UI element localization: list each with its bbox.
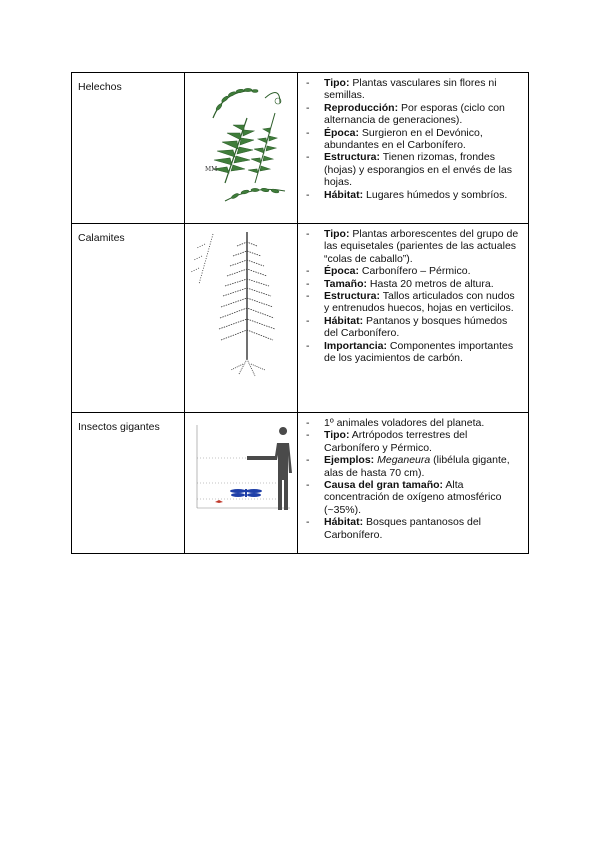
name-cell (72, 73, 185, 224)
bullet-dash: - (306, 290, 310, 303)
property-label: Estructura: (324, 290, 381, 303)
property-text: Tallos articulados con nudos y entrenudos huecos, hojas en verticilos. (324, 290, 515, 315)
bullet-dash: - (306, 77, 310, 89)
row-name: Calamites (78, 232, 125, 244)
property-label: Ejemplos: (324, 454, 375, 467)
property-text: Tienen rizomas, frondes (hojas) y esporangios en el envés de las hojas. (324, 151, 512, 189)
desc-cell (298, 73, 529, 224)
property-text: Carbonífero – Pérmico. (359, 265, 471, 278)
property-item (306, 429, 522, 454)
property-item (306, 340, 522, 365)
name-cell (72, 413, 185, 554)
calamites-illustration (185, 224, 297, 412)
small-insect-icon (215, 500, 223, 503)
prop-list-2 (298, 413, 528, 545)
property-text: Surgieron en el Devónico, abundantes en el Carbonífero. (324, 126, 483, 152)
property-label: Tamaño: (324, 277, 367, 290)
property-text: 1º animales voladores del planeta. (324, 417, 485, 429)
property-item (306, 516, 522, 541)
image-cell (185, 73, 298, 224)
fern-frond-bottom (231, 188, 280, 200)
bullet-dash: - (306, 479, 310, 492)
property-text: (libélula gigante, alas de hasta 70 cm). (324, 454, 510, 479)
property-text: Pantanos y bosques húmedos del Carbonífero. (324, 314, 508, 340)
table-row-helechos (72, 73, 529, 224)
bullet-dash: - (306, 516, 310, 529)
info-table (71, 72, 529, 554)
row-name: Insectos gigantes (78, 421, 160, 433)
fern-caption: MM (205, 166, 218, 173)
bullet-dash: - (306, 126, 310, 139)
property-label: Tipo: (324, 429, 350, 442)
bullet-dash: - (306, 277, 310, 290)
desc-cell (298, 224, 529, 413)
property-label: Causa del gran tamaño: (324, 479, 444, 492)
bullet-dash: - (306, 151, 310, 164)
bullet-dash: - (306, 314, 310, 327)
property-label: Hábitat: (324, 516, 364, 529)
prop-list-1 (298, 224, 528, 368)
property-text: Bosques pantanosos del Carbonífero. (324, 516, 482, 541)
image-cell (185, 413, 298, 554)
property-label: Importancia: (324, 339, 388, 352)
property-text: Por esporas (ciclo con alternancia de generaciones). (324, 101, 505, 127)
name-cell (72, 224, 185, 413)
size-comparison-illustration (185, 413, 297, 553)
property-text: Plantas vasculares sin flores ni semillas. (324, 77, 497, 102)
fern-frond-top (215, 88, 258, 111)
property-item (306, 228, 522, 265)
property-item (306, 315, 522, 340)
property-italic: Meganeura (377, 454, 431, 467)
property-item (306, 151, 522, 188)
property-label: Estructura: (324, 151, 381, 164)
property-item (306, 290, 522, 315)
bullet-dash: - (306, 265, 310, 278)
desc-cell (298, 413, 529, 554)
fern-frond-right (248, 128, 277, 173)
property-label: Hábitat: (324, 188, 364, 201)
property-label: Tipo: (324, 228, 350, 240)
property-label: Tipo: (324, 77, 350, 89)
property-item (306, 479, 522, 516)
calamites-side-branch (191, 234, 213, 284)
property-text: Plantas arborescentes del grupo de las equisetales (parientes de las actuales “colas de caballo”). (324, 228, 519, 265)
property-label: Época: (324, 265, 360, 278)
row-name: Helechos (78, 81, 122, 93)
bullet-dash: - (306, 228, 310, 240)
property-text: Componentes importantes de los yacimientos de carbón. (324, 339, 514, 365)
fern-illustration (185, 73, 297, 223)
bullet-dash: - (306, 417, 310, 429)
bullet-dash: - (306, 188, 310, 201)
table-row-calamites (72, 224, 529, 413)
property-item (306, 102, 522, 127)
property-item (306, 77, 522, 102)
property-text: Hasta 20 metros de altura. (366, 277, 494, 290)
property-label: Hábitat: (324, 314, 364, 327)
property-label: Reproducción: (324, 101, 399, 114)
property-item (306, 454, 522, 479)
property-item (306, 127, 522, 152)
bullet-dash: - (306, 339, 310, 352)
image-cell (185, 224, 298, 413)
property-label: Época: (324, 126, 360, 139)
human-silhouette-icon (247, 427, 292, 510)
property-item (306, 189, 522, 201)
property-text: Alta concentración de oxígeno atmosférico (~35%). (324, 479, 502, 516)
property-text: Lugares húmedos y sombríos. (363, 188, 508, 201)
prop-list-0 (298, 73, 528, 205)
fern-frond-main (213, 125, 254, 173)
bullet-dash: - (306, 454, 310, 467)
property-item (306, 417, 522, 429)
property-item (306, 265, 522, 277)
property-item (306, 278, 522, 290)
dragonfly-icon (230, 489, 262, 497)
calamites-roots (231, 359, 265, 376)
property-text: Artrópodos terrestres del Carbonífero y Pérmico. (324, 429, 468, 454)
table-row-insectos (72, 413, 529, 554)
bullet-dash: - (306, 429, 310, 442)
bullet-dash: - (306, 101, 310, 114)
